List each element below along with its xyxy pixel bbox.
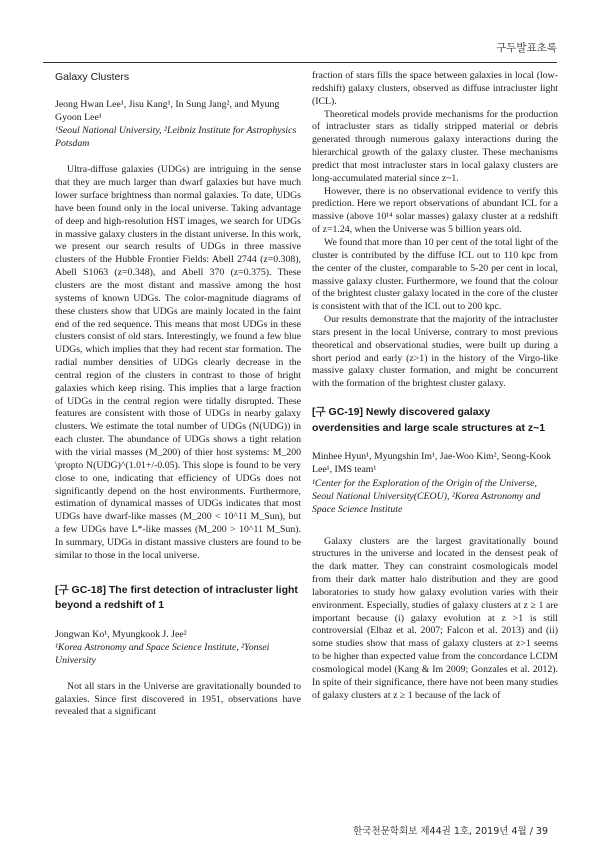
abstract-paragraph: We found that more than 10 per cent of the total light of the cluster is contributed by the diffuse ICL out to 110 kpc from the center of the cluster, comparable to 5-20 per cent in local, massive galaxy cluster. Furthermore, we found that the colour of the brightest cluster galaxy located in the core of the cluster is consistent with that of the ICL out to 200 kpc. (312, 236, 558, 313)
abstract-paragraph: Galaxy clusters are the largest gravitationally bound structures in the universe and located in the densest peak of the dark matter. They can constraint cosmologicals model from their dark matter halo distribution and they are good laboratories to study how galaxy evolution varies with their environment. Especially, studies of galaxy clusters at z ≥ 1 are important because (i) galaxy evolution at z >1 is still controversial (Elbaz et al. 2007; Falcon et al. 2013) and (ii) some studies show that mass of galaxy clusters at z>1 seems to be higher than expected value from the concordance LCDM cosmological model (Kang & Im 2009; Gonzales et al. 2012). In spite of their significance, there have not been many studies of galaxy clusters at z ≥ 1 because of the lack of (312, 535, 558, 701)
abstract-paragraph: Our results demonstrate that the majority of the intracluster stars present in the local Universe, contrary to most previous theoretical and observational studies, were built up during a short period and early (z>1) in the history of the Virgo-like massive galaxy cluster formation, and might be concurrent with the formation of the brightest cluster galaxy. (312, 314, 558, 390)
abstract-affiliations: ¹Korea Astronomy and Space Science Institute, ²Yonsei University (55, 641, 270, 666)
abstract-authors: Jeong Hwan Lee¹, Jisu Kang¹, In Sung Jang², and Myung Gyoon Lee¹ (55, 99, 280, 124)
abstract-title: [구 GC-18] The first detection of intracluster light beyond a redshift of 1 (55, 583, 298, 612)
page-footer: 한국천문학회보 제44권 1호, 2019년 4월 / 39 (353, 826, 548, 837)
abstract-authors: Minhee Hyun¹, Myungshin Im¹, Jae-Woo Kim², Seong-Kook Lee¹, IMS team¹ (312, 451, 552, 476)
abstract-paragraph: Not all stars in the Universe are gravitationally bounded to galaxies. Since first discovered in 1951, observations have revealed that a significant (55, 680, 301, 718)
right-column (312, 70, 558, 702)
abstract-paragraph: Theoretical models provide mechanisms for the production of intracluster stars as tidally stripped material or debris generated through numerous galaxy interactions during the hierarchical growth of the galaxy cluster. These mechanisms predict that most intracluster stars in local galaxy clusters are long-accumulated material since z~1. (312, 108, 558, 184)
abstract-title: [구 GC-19] Newly discovered galaxy overdensities and large scale structures at z~1 (312, 406, 546, 434)
abstract-paragraph: However, there is no observational evidence to verify this prediction. Here we report observations of abundant ICL for a massive (above 10¹⁴ solar masses) galaxy cluster at a redshift of z=1.24, when the Universe was 5 billion years old. (312, 185, 558, 236)
abstract-paragraph: fraction of stars fills the space between galaxies in local (low-redshift) galaxy clusters, observed as diffuse intracluster light (ICL). (312, 70, 558, 107)
abstract-affiliations: ¹Seoul National University, ²Leibniz Institute for Astrophysics Potsdam (55, 125, 297, 150)
abstract-affiliations: ¹Center for the Exploration of the Origin of the Universe, Seoul National University(CEOU), ²Korea Astronomy and Space Science Institute (312, 477, 541, 515)
abstract-title: Galaxy Clusters (55, 71, 130, 83)
left-column (55, 70, 301, 719)
abstract-paragraph: Ultra-diffuse galaxies (UDGs) are intriguing in the sense that they are much larger than dwarf galaxies but have much lower surface brightness than normal galaxies. To date, UDGs have been found only in the local universe. Taking advantage of deep and high-resolution HST images, we search for UDGs in massive galaxy clusters in the distant universe. In this work, we present our search results of UDGs in three massive clusters of the Hubble Frontier Fields: Abell 2744 (z=0.308), Abell S1063 (z=0.348), and Abell 370 (z=0.375). These clusters are the most distant and massive among the host systems of known UDGs. The color-magnitude diagrams of these clusters show that UDGs are mainly located in the faint end of the red sequence. This means that most UDGs in these clusters consist of old stars. Interestingly, we found a few blue UDGs, which implies that they had recent star formation. The radial number densities of UDGs clearly decrease in the central region of the clusters in contrast to those of bright galaxies which keep rising. This implies that a large fraction of UDGs in the central region were tidally disrupted. These features are consistent with those of UDGs in nearby galaxy clusters. We estimate the total number of UDGs (N(UDG)) in each cluster. The abundance of UDGs shows a tight relation with the virial masses (M_200) of thier host systems: M_200 \propto N(UDG)^(1.01+/-0.05). This slope is found to be very close to one, indicating that efficiency of UDGs does not significantly depend on the host environments. Furthermore, estimation of dynamical masses of UDGs indicates that most UDGs have dwarf-like masses (M_200 < 10^11 M_Sun), but a few UDGs have L*-like masses (M_200 > 10^11 M_Sun). In summary, UDGs in distant massive clusters are found to be similar to those in the local universe. (55, 164, 301, 561)
abstract-authors: Jongwan Ko¹, Myungkook J. Jee² (55, 628, 187, 640)
page-header (43, 0, 557, 63)
section-title: 구두발표초록 (496, 42, 557, 54)
